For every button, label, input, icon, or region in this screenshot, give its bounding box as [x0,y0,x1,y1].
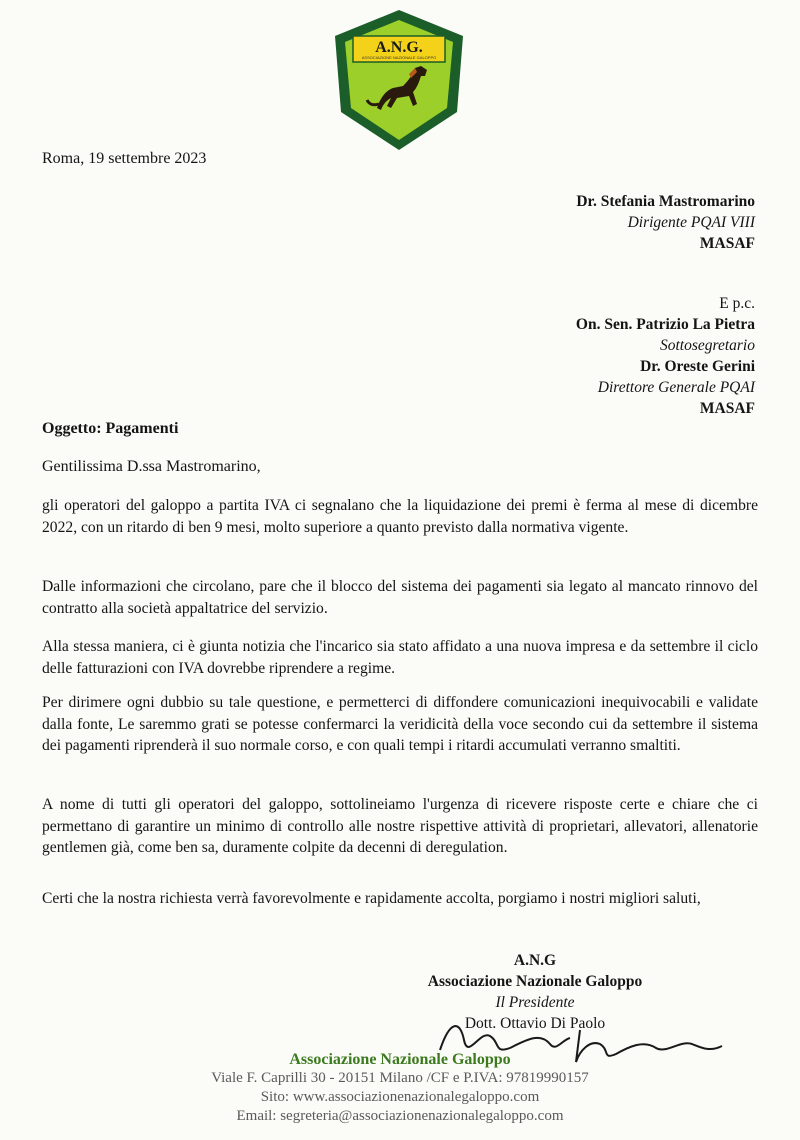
body-paragraph: gli operatori del galoppo a partita IVA ci segnalano che la liquidazione dei premi è ferma al mese di dicembre 2022, con un ritardo di ben 9 mesi, molto superiore a quanto previsto dalla normativa vigente. [42,497,758,536]
recipient-name: Dr. Stefania Mastromarino [576,193,755,210]
body-paragraph: Certi che la nostra richiesta verrà favorevolmente e rapidamente accolta, porgiamo i nostri migliori saluti, [42,890,701,907]
body-paragraph: Dalle informazioni che circolano, pare che il blocco del sistema dei pagamenti sia legato al mancato rinnovo del contratto alla società appaltatrice del servizio. [42,578,758,617]
cc-role-2: Direttore Generale PQAI [597,379,755,396]
recipient-block [576,191,755,254]
footer-address: Viale F. Caprilli 30 - 20151 Milano /CF e P.IVA: 97819990157 [211,1070,589,1086]
ang-logo [331,8,467,152]
footer-site: Sito: www.associazionenazionalegaloppo.com [260,1089,540,1105]
cc-name-1: On. Sen. Patrizio La Pietra [575,316,755,333]
cc-name-2: Dr. Oreste Gerini [640,358,755,375]
signature-org: Associazione Nazionale Galoppo [427,973,643,990]
signature-abbr: A.N.G [513,952,557,969]
letter-subject: Oggetto: Pagamenti [42,420,179,437]
footer-org: Associazione Nazionale Galoppo [289,1051,511,1068]
letter-footer [0,1050,800,1126]
cc-block [576,293,755,419]
cc-label: E p.c. [719,295,755,312]
cc-org: MASAF [699,400,755,417]
letter-salutation: Gentilissima D.ssa Mastromarino, [42,458,261,475]
body-paragraph: A nome di tutti gli operatori del galoppo, sottolineiamo l'urgenza di ricevere risposte certe e chiare che ci permettano di garantire un minimo di controllo alle nostre rispettive attività di proprietari, allevatori, allenatorie gentlemen già, come ben sa, duramente colpite da decenni di deregulation. [42,796,758,856]
letter-date: Roma, 19 settembre 2023 [42,150,207,167]
signature-name: Dott. Ottavio Di Paolo [464,1015,606,1032]
body-paragraph: Per dirimere ogni dubbio su tale questione, e permetterci di diffondere comunicazioni inequivocabili e validate dalla fonte, Le saremmo grati se potesse confermarci la veridicità della voce secondo cui da settembre il sistema dei pagamenti riprenderà il suo normale corso, e con quali tempi i ritardi accumulati verranno smaltiti. [42,694,758,754]
body-paragraph: Alla stessa maniera, ci è giunta notizia che l'incarico sia stato affidato a una nuova impresa e da settembre il ciclo delle fatturazioni con IVA dovrebbe riprendere a regime. [42,638,758,677]
logo-subtext: ASSOCIAZIONE NAZIONALE GALOPPO [361,55,437,60]
footer-email: Email: segreteria@associazionenazionalegaloppo.com [236,1108,564,1124]
logo-text: A.N.G. [375,39,423,56]
recipient-org: MASAF [699,235,755,252]
cc-role-1: Sottosegretario [659,337,755,354]
signature-title: Il Presidente [495,994,575,1011]
shield-horse-icon [331,8,467,152]
recipient-role: Dirigente PQAI VIII [627,214,755,231]
